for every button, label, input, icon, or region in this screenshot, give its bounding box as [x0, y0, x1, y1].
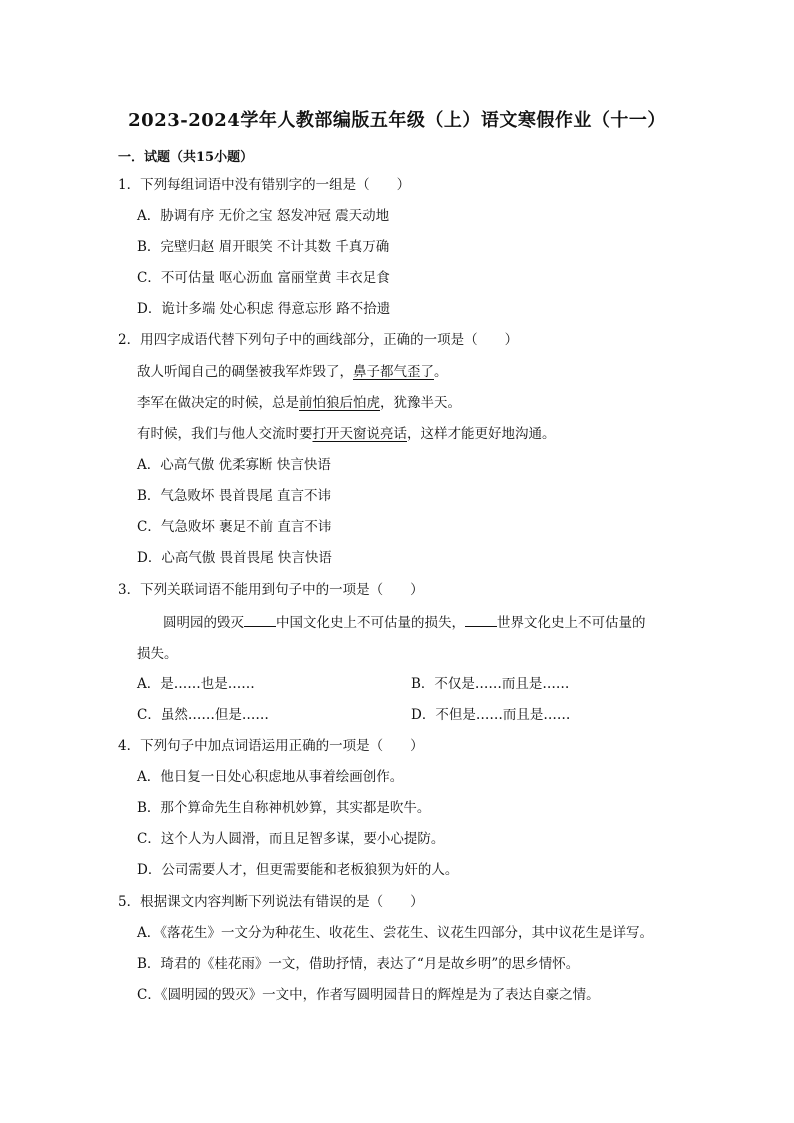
question-2-sentence-3: [137, 425, 556, 443]
sentence-text: ，这样才能更好地沟通。: [407, 426, 556, 442]
sentence-text: 有时候，我们与他人交流时要: [137, 426, 313, 442]
question-2-option-d: D．心高气傲 畏首畏尾 快言快语: [137, 550, 332, 566]
question-3-stem: 3．下列关联词语不能用到句子中的一项是（ ）: [118, 582, 424, 598]
question-2-option-a: A．心高气傲 优柔寡断 快言快语: [137, 457, 331, 473]
answer-blank: [244, 612, 276, 627]
question-4-option-a: A．他日复一日处心积虑地从事着绘画创作。: [137, 769, 404, 785]
question-2-option-b: B．气急败坏 畏首畏尾 直言不讳: [137, 488, 332, 504]
question-5-option-c: C．《圆明园的毁灭》一文中，作者写圆明园昔日的辉煌是为了表达自豪之情。: [137, 987, 600, 1003]
question-4-option-b: B．那个算命先生自称神机妙算，其实都是吹牛。: [137, 800, 431, 816]
question-2-stem: 2．用四字成语代替下列句子中的画线部分，正确的一项是（ ）: [118, 332, 519, 348]
question-3-sentence-cont: 损失。: [137, 646, 178, 662]
sentence-text: 。: [434, 364, 448, 380]
sentence-text: 中国文化史上不可估量的损失，: [276, 615, 465, 631]
question-2-sentence-1: [137, 363, 448, 381]
question-1-option-d: D．诡计多端 处心积虑 得意忘形 路不拾遗: [137, 301, 391, 317]
sentence-text: 世界文化史上不可估量的: [497, 615, 646, 631]
sentence-text: 圆明园的毁灭: [163, 615, 244, 631]
question-5-option-b: B．琦君的《桂花雨》一文，借助抒情，表达了“月是故乡明”的思乡情怀。: [137, 956, 580, 972]
page-title: 2023-2024学年人教部编版五年级（上）语文寒假作业（十一）: [128, 110, 666, 131]
question-2-sentence-2: [137, 394, 461, 412]
question-1-option-c: C．不可估量 呕心沥血 富丽堂黄 丰衣足食: [137, 270, 390, 286]
question-3-option-b: B．不仅是……而且是……: [411, 676, 570, 692]
question-1-option-a: A．胁调有序 无价之宝 怒发冲冠 震天动地: [137, 208, 390, 224]
underlined-phrase: 前怕狼后怕虎: [299, 395, 380, 411]
question-3-option-d: D．不但是……而且是……: [411, 707, 571, 723]
sentence-text: ，犹豫半天。: [380, 395, 461, 411]
question-1-option-b: B．完壁归赵 眉开眼笑 不计其数 千真万确: [137, 239, 390, 255]
question-2-option-c: C．气急败坏 裹足不前 直言不讳: [137, 519, 332, 535]
underlined-phrase: 打开天窗说亮话: [312, 426, 407, 442]
answer-blank: [465, 612, 497, 627]
question-3-option-c: C．虽然……但是……: [137, 707, 269, 723]
question-3-sentence: [163, 612, 646, 632]
question-5-stem: 5．根据课文内容判断下列说法有错误的是（ ）: [118, 894, 424, 910]
section-heading: 一．试题（共15小题）: [118, 150, 254, 165]
sentence-text: 李军在做决定的时候，总是: [137, 395, 299, 411]
question-5-option-a: A．《落花生》一文分为种花生、收花生、尝花生、议花生四部分，其中议花生是详写。: [137, 925, 653, 941]
question-4-option-d: D．公司需要人才，但更需要能和老板狼狈为奸的人。: [137, 862, 459, 878]
question-3-option-a: A．是……也是……: [137, 676, 255, 692]
question-4-option-c: C．这个人为人圆滑，而且足智多谋，要小心提防。: [137, 831, 445, 847]
underlined-phrase: 鼻子都气歪了: [353, 364, 434, 380]
question-4-stem: 4．下列句子中加点词语运用正确的一项是（ ）: [118, 738, 424, 754]
sentence-text: 敌人听闻自己的碉堡被我军炸毁了，: [137, 364, 353, 380]
question-1-stem: 1．下列每组词语中没有错别字的一组是（ ）: [118, 177, 411, 193]
